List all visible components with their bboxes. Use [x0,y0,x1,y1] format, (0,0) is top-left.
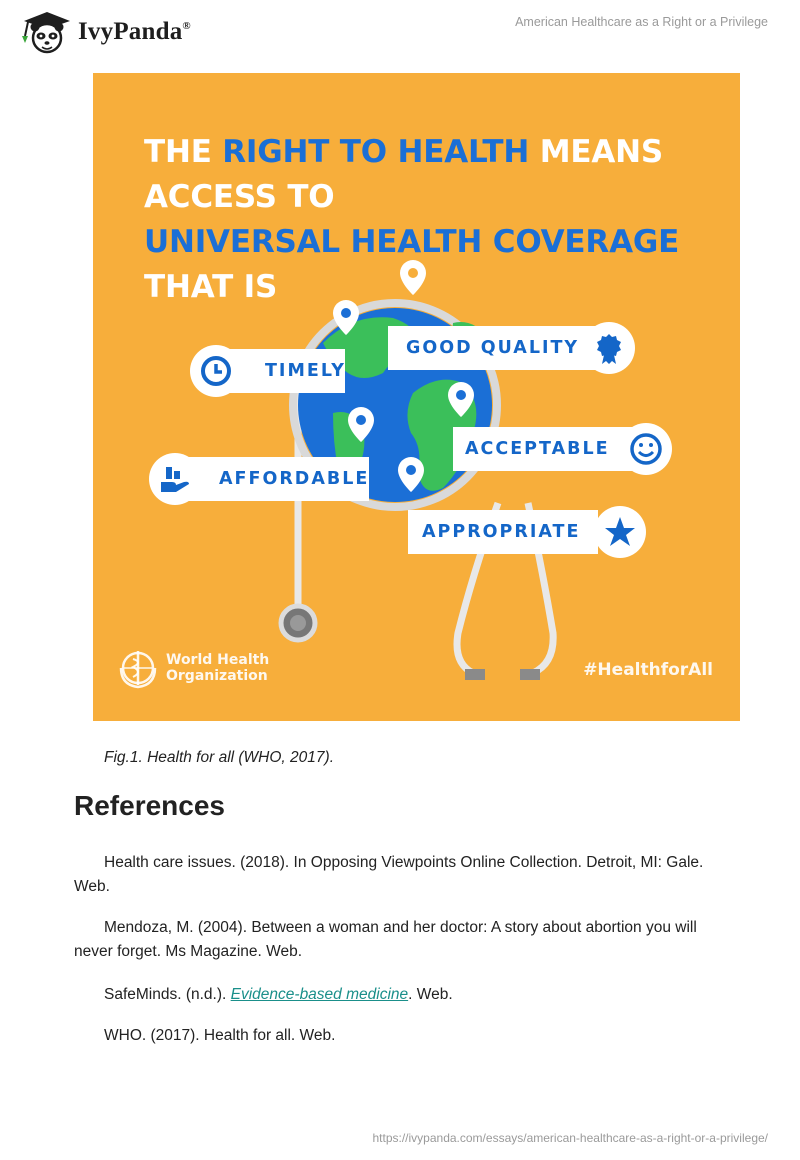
references-heading: References [74,790,225,821]
who-emblem-icon [115,645,161,691]
hashtag: #HealthforAll [583,660,713,680]
award-badge [583,322,635,374]
reference-item: SafeMinds. (n.d.). Evidence-based medicine. Web. [104,986,453,1003]
panda-graduate-icon [16,10,74,54]
ivypanda-logo[interactable] [16,10,191,54]
label-timely: TIMELY [213,349,345,393]
evidence-based-medicine-link[interactable]: Evidence-based medicine [230,986,409,1003]
clock-badge [190,345,242,397]
reference-item: Health care issues. (2018). In Opposing Viewpoints Online Collection. Detroit, MI: Gale. Web. [74,854,704,895]
label-acceptable: ACCEPTABLE [453,427,638,471]
infographic-headline: THE RIGHT TO HEALTH MEANS ACCESS TO UNIVERSAL HEALTH COVERAGE THAT IS [144,134,680,305]
running-title: American Healthcare as a Right or a Privilege [515,15,768,29]
figure-caption: Fig.1. Health for all (WHO, 2017). [104,749,334,766]
label-appropriate: APPROPRIATE [408,510,598,554]
affordable-badge [149,453,201,505]
reference-item: Mendoza, M. (2004). Between a woman and her doctor: A story about abortion you will never forget. Ms Magazine. Web. [74,919,697,960]
star-badge [594,506,646,558]
label-affordable: AFFORDABLE [173,457,369,501]
label-good-quality: GOOD QUALITY [388,326,598,370]
footer-url[interactable]: https://ivypanda.com/essays/american-healthcare-as-a-right-or-a-privilege/ [372,1131,768,1145]
page-header [0,0,800,70]
smiley-badge [620,423,672,475]
hand-pills-icon [158,462,192,496]
reference-item: WHO. (2017). Health for all. Web. [104,1027,336,1044]
star-icon [603,515,637,549]
who-logo-text: World Health Organization [166,652,270,684]
who-logo [115,645,269,691]
health-for-all-infographic [93,73,740,721]
ribbon-award-icon [592,331,626,365]
smiley-icon [629,432,663,466]
brand-name: IvyPanda® [78,18,191,45]
clock-icon [199,354,233,388]
